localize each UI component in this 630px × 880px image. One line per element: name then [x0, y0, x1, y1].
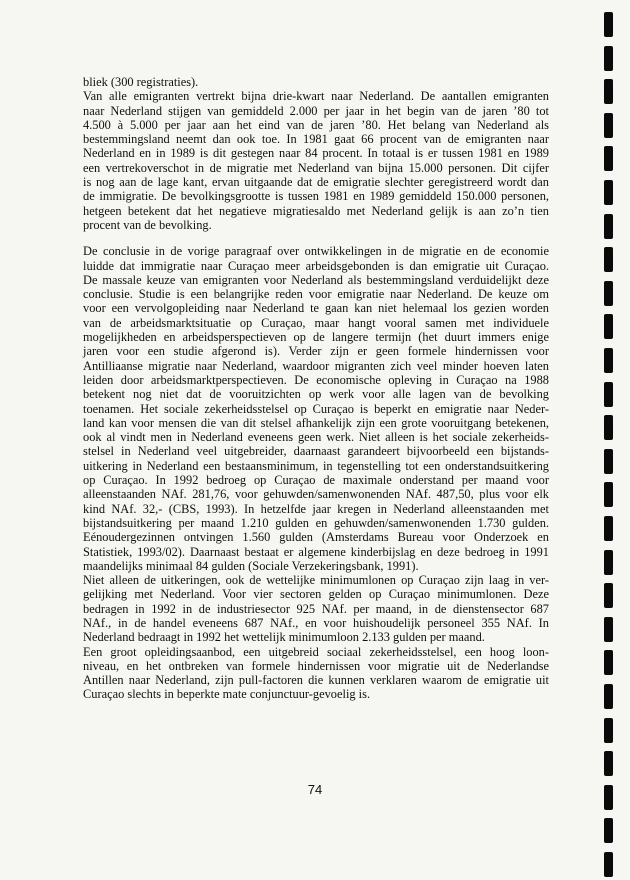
text-line-content: gelijking met Nederland. Voor vier sectoren gelden op Curaçao minimumlonen. Deze [83, 587, 549, 602]
text-line [83, 273, 549, 287]
text-line [83, 204, 549, 218]
text-line [83, 118, 549, 132]
spiral-binding [604, 0, 616, 880]
binding-hole [604, 718, 613, 743]
text-line-content: Een groot opleidingsaanbod, een uitgebreid sociaal zekerheidsstelsel, een hoog loon- [83, 644, 549, 659]
binding-hole [604, 348, 613, 373]
text-line [83, 530, 549, 544]
text-line [83, 89, 549, 103]
binding-hole [604, 79, 613, 104]
text-line [83, 218, 549, 232]
text-line-content: niveau, en het ontbreken van formele hindernissen voor migratie uit de Nederlandse [83, 658, 549, 673]
binding-hole [604, 382, 613, 407]
text-line-content: Eénoudergezinnen ontvingen 1.560 gulden (Amsterdams Bureau voor Onderzoek en [83, 530, 549, 545]
binding-hole [604, 550, 613, 575]
text-line [83, 645, 549, 659]
text-line-content: procent van de bevolking. [83, 217, 212, 232]
text-line [83, 259, 549, 273]
text-line [83, 545, 549, 559]
binding-hole [604, 650, 613, 675]
text-line [83, 244, 549, 258]
page-number: 74 [307, 782, 323, 797]
text-line-content: bestemmingsland neemt dan ook toe. In 1981 gaat 66 procent van de emigranten naar [83, 132, 549, 147]
binding-hole [604, 214, 613, 239]
text-line [83, 502, 549, 516]
text-line [83, 373, 549, 387]
text-line [83, 559, 549, 573]
binding-hole [604, 12, 613, 37]
text-line-content: Van alle emigranten vertrekt bijna drie-kwart naar Nederland. De aantallen emigranten [83, 89, 549, 104]
text-line-content: bliek (300 registraties). [83, 75, 199, 89]
text-line-content: bijstandsuitkering per maand 1.210 gulden en gehuwden/samenwonenden 1.730 gulden. [83, 515, 549, 530]
text-line [83, 473, 549, 487]
text-line [83, 602, 549, 616]
text-line [83, 402, 549, 416]
text-line-content: Nederland en in 1989 is dit gestegen naar 84 procent. In totaal is er tussen 1981 en 1989 [83, 146, 549, 161]
binding-hole [604, 314, 613, 339]
binding-hole [604, 113, 613, 138]
text-line-content: bedragen in 1992 in de industriesector 925 NAf. per maand, in de dienstensector 687 [83, 601, 549, 616]
text-line [83, 459, 549, 473]
binding-hole [604, 449, 613, 474]
paragraph [83, 244, 549, 702]
text-line-content: NAf., in de handel eveneens 687 NAf., en voor huishoudelijk personeel 355 NAf. In [83, 615, 549, 630]
text-line [83, 316, 549, 330]
text-line-content: uitkering in Nederland een bestaansminimum, in tegenstelling tot een onderstandsuitkering [83, 458, 549, 473]
text-line [83, 330, 549, 344]
binding-hole [604, 852, 613, 877]
text-line-content: ook al vindt men in Nederland eveneens geen werk. Niet alleen is het sociale zekerheids- [83, 430, 549, 445]
binding-hole [604, 818, 613, 843]
text-line [83, 673, 549, 687]
text-line-content: voor een vervolgopleiding naar Nederland te gaan kan niet helemaal los gezien worden [83, 301, 549, 316]
text-line [83, 444, 549, 458]
text-line-content: stelsel in Nederland veel uitgebreider, daarnaast garandeert bijvoorbeeld een bijstands- [83, 444, 549, 459]
text-line [83, 659, 549, 673]
text-line-content: is nog aan de lage kant, ervan uitgaande dat de emigratie slechter geregistreerd wordt dan [83, 175, 549, 190]
text-line-content: toenamen. Het sociale zekerheidsstelsel op Curaçao is beperkt en emigratie naar Neder- [83, 401, 549, 416]
text-line-content: luidde dat immigratie naar Curaçao meer arbeidsgebonden is dan emigratie uit Curaçao. [83, 258, 549, 273]
text-line-content: land kan voor mensen die van dit stelsel afhankelijk zijn een grote vooruitgang betekenen, [83, 415, 549, 430]
text-line-content: alleenstaanden NAf. 281,76, voor gehuwden/samenwonenden NAf. 487,50, plus voor elk [83, 487, 549, 502]
text-line-content: Antillen naar Nederland, zijn pull-factoren die kunnen verklaren waarom de emigratie uit [83, 673, 549, 688]
text-line-content: een vertrekoverschot in de migratie met Nederland van bijna 15.000 personen. Dit cijfer [83, 160, 549, 175]
binding-hole [604, 146, 613, 171]
binding-hole [604, 751, 613, 776]
text-line-content: op Curaçao. In 1992 bedroeg op Curaçao de maximale onderstand per maand voor [83, 473, 549, 488]
text-line-content: Curaçao slechts in beperkte mate conjunctuur-gevoelig is. [83, 687, 371, 702]
text-line [83, 616, 549, 630]
document-body [83, 75, 549, 714]
text-line-content: Antilliaanse migratie naar Nederland, waardoor migranten zich veel minder hoeven laten [83, 358, 549, 373]
binding-hole [604, 482, 613, 507]
text-line-content: Statistiek, 1993/02). Daarnaast bestaat er algemene kinderbijslag en deze bedroeg in 1991 [83, 544, 549, 559]
paragraph [83, 75, 549, 232]
text-line [83, 587, 549, 601]
text-line-content: Nederland bedraagt in 1992 het wettelijk minimumloon 2.133 gulden per maand. [83, 630, 485, 645]
text-line-content: jaren voor een studie afgerond is). Verder zijn er geen formele hindernissen voor [83, 344, 549, 359]
text-line-content: conclusie. Studie is een belangrijke reden voor emigratie naar Nederland. De keuze om [83, 287, 549, 302]
binding-hole [604, 684, 613, 709]
text-line [83, 75, 549, 89]
text-line-content: De conclusie in de vorige paragraaf over ontwikkelingen in de migratie en de economie [83, 244, 549, 259]
text-line [83, 344, 549, 358]
binding-hole [604, 180, 613, 205]
text-line [83, 359, 549, 373]
text-line-content: betekent nog niet dat de vooruitzichten op werk voor alle lagen van de bevolking [83, 387, 549, 402]
text-line-content: hetgeen betekent dat het negatieve migratiesaldo met Nederland gelijk is aan zo’n tien [83, 203, 549, 218]
binding-hole [604, 281, 613, 306]
text-line [83, 630, 549, 644]
text-line [83, 132, 549, 146]
text-line-content: naar Nederland stijgen van gemiddeld 2.000 per jaar in het begin van de jaren ’80 tot [83, 103, 549, 118]
binding-hole [604, 415, 613, 440]
text-line [83, 189, 549, 203]
text-line-content: mogelijkheden en arbeidsperspectieven op de langere termijn (het duurt immers enige [83, 330, 549, 345]
text-line-content: leiden door arbeidsmarktperspectieven. De economische opleving in Curaçao na 1988 [83, 372, 549, 387]
text-line-content: 4.500 à 5.000 per jaar aan het eind van de jaren ’80. Het belang van Nederland als [83, 117, 549, 132]
binding-hole [604, 247, 613, 272]
text-line-content: de immigratie. De bevolkingsgrootte is tussen 1981 en 1989 gemiddeld 150.000 personen, [83, 189, 549, 204]
text-line [83, 687, 549, 701]
text-line [83, 146, 549, 160]
binding-hole [604, 516, 613, 541]
binding-hole [604, 46, 613, 71]
text-line [83, 573, 549, 587]
text-line [83, 387, 549, 401]
text-line [83, 487, 549, 501]
text-line-content: van de arbeidsmarktsituatie op Curaçao, maar hangt vooral samen met individuele [83, 315, 549, 330]
binding-hole [604, 583, 613, 608]
text-line [83, 287, 549, 301]
text-line-content: De massale keuze van emigranten voor Nederland als bestemmingsland verduidelijkt deze [83, 272, 549, 287]
text-line-content: maandelijks minimaal 84 gulden (Sociale Verzekeringsbank, 1991). [83, 558, 419, 573]
text-line-content: kind NAf. 32,- (CBS, 1993). In hetzelfde jaar kregen in Nederland alleenstaanden met [83, 501, 549, 516]
text-line [83, 161, 549, 175]
binding-hole [604, 617, 613, 642]
text-line [83, 175, 549, 189]
binding-hole [604, 785, 613, 810]
text-line-content: Niet alleen de uitkeringen, ook de wettelijke minimumlonen op Curaçao zijn laag in ver- [83, 573, 549, 588]
text-line [83, 430, 549, 444]
text-line [83, 104, 549, 118]
text-line [83, 301, 549, 315]
text-line [83, 516, 549, 530]
text-line [83, 416, 549, 430]
